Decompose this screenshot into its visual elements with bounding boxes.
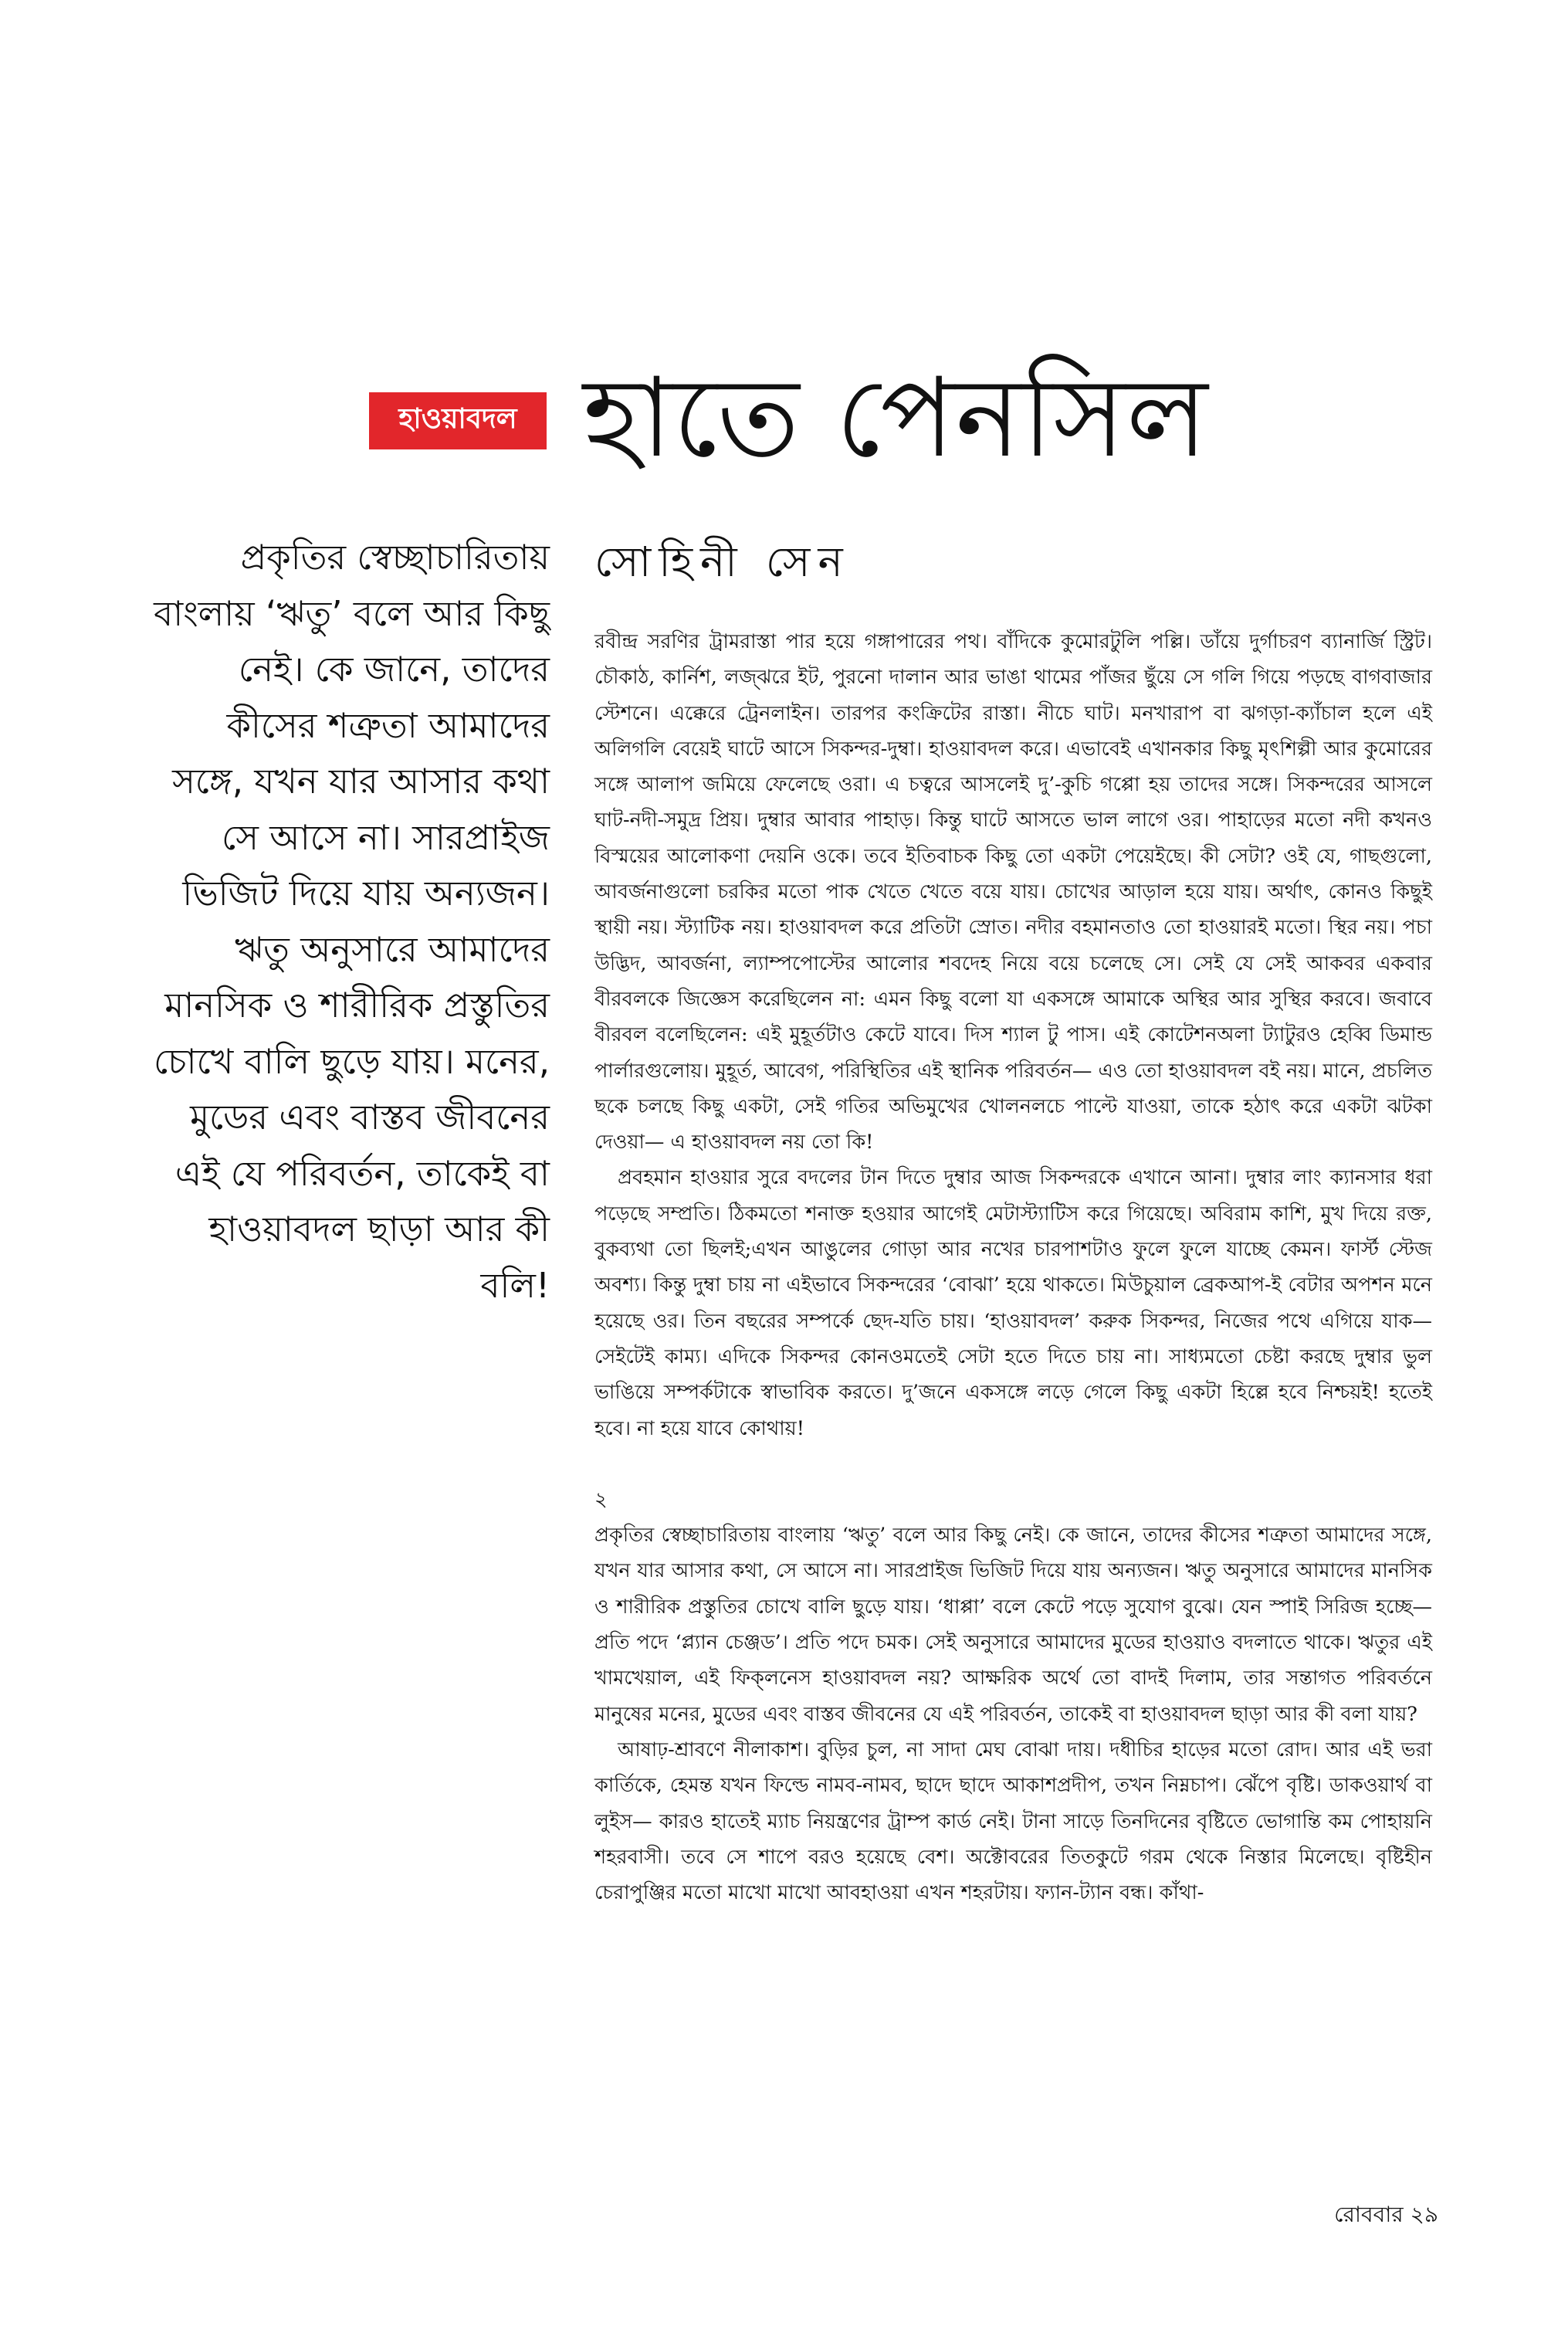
page-number: রোববার ২৯ bbox=[1334, 2202, 1438, 2227]
body-paragraph: প্রকৃতির স্বেচ্ছাচারিতায় বাংলায় ‘ঋতু’ বলে আর কিছু নেই। কে জানে, তাদের কীসের শত্রুতা আমাদের সঙ্গে, যখন যার আসার কথা, সে আসে না। সারপ্রাইজ ভিজিট দিয়ে যায় অন্যজন। ঋতু অনুসারে আমাদের মানসিক ও শারীরিক প্রস্তুতির চোখে বালি ছুড়ে যায়। ‘ধাপ্পা’ বলে কেটে পড়ে সুযোগ বুঝে। যেন স্পাই সিরিজ হচ্ছে— প্রতি পদে ‘প্ল্যান চেঞ্জড’। প্রতি পদে চমক। সেই অনুসারে আমাদের মুডের হাওয়াও বদলাতে থাকে। ঋতুর এই খামখেয়াল, এই ফিক্‌লনেস হাওয়াবদল নয়? আক্ষরিক অর্থে তো বাদই দিলাম, তার সন্তাগত পরিবর্তনে মানুষের মনের, মুডের এবং বাস্তব জীবনের যে এই পরিবর্তন, তাকেই বা হাওয়াবদল ছাড়া আর কী বলা যায়? bbox=[594, 1524, 1432, 1726]
section-number: ২ bbox=[594, 1487, 608, 1511]
body-paragraph: আষাঢ়-শ্রাবণে নীলাকাশ। বুড়ির চুল, না সাদা মেঘ বোঝা দায়। দধীচির হাড়ের মতো রোদ। আর এই ভরা কার্তিকে, হেমন্ত যখন ফিল্ডে নামব-নামব, ছাদে ছাদে আকাশপ্রদীপ, তখন নিম্নচাপ। ঝেঁপে বৃষ্টি। ডাকওয়ার্থ বা লুইস— কারও হাতেই ম্যাচ নিয়ন্ত্রণের ট্রাম্প কার্ড নেই। টানা সাড়ে তিনদিনের বৃষ্টিতে ভোগান্তি কম পোহায়নি শহরবাসী। তবে সে শাপে বরও হয়েছে বেশ। অক্টোবরের তিতকুটে গরম থেকে নিস্তার মিলেছে। বৃষ্টিহীন চেরাপুঞ্জির মতো মাখো মাখো আবহাওয়া এখন শহরটায়। ফ্যান-ট্যান বন্ধ। কাঁথা- bbox=[594, 1738, 1432, 1905]
article-body bbox=[594, 624, 1432, 1911]
pullquote: প্রকৃতির স্বেচ্ছাচারিতায় বাংলায় ‘ঋতু’ বলে আর কিছু নেই। কে জানে, তাদের কীসের শত্রুতা আমাদের সঙ্গে, যখন যার আসার কথা সে আসে না। সারপ্রাইজ ভিজিট দিয়ে যায় অন্যজন। ঋতু অনুসারে আমাদের মানসিক ও শারীরিক প্রস্তুতির চোখে বালি ছুড়ে যায়। মনের, মুডের এবং বাস্তব জীবনের এই যে পরিবর্তন, তাকেই বা হাওয়াবদল ছাড়া আর কী বলি! bbox=[154, 537, 550, 1306]
section-tag: হাওয়াবদল bbox=[369, 392, 547, 449]
body-paragraph: প্রবহমান হাওয়ার সুরে বদলের টান দিতে দুম্বার আজ সিকন্দরকে এখানে আনা। দুম্বার লাং ক্যানসার ধরা পড়েছে সম্প্রতি। ঠিকমতো শনাক্ত হওয়ার আগেই মেটাস্ট্যাটিস করে গিয়েছে। অবিরাম কাশি, মুখ দিয়ে রক্ত, বুকব্যথা তো ছিলই;এখন আঙুলের গোড়া আর নখের চারপাশটাও ফুলে ফুলে যাচ্ছে কেমন। ফার্স্ট স্টেজ অবশ্য। কিন্তু দুম্বা চায় না এইভাবে সিকন্দরের ‘বোঝা’ হয়ে থাকতে। মিউচুয়াল ব্রেকআপ-ই বেটার অপশন মনে হয়েছে ওর। তিন বছরের সম্পর্কে ছেদ-যতি চায়। ‘হাওয়াবদল’ করুক সিকন্দর, নিজের পথে এগিয়ে যাক— সেইটেই কাম্য। এদিকে সিকন্দর কোনওমতেই সেটা হতে দিতে চায় না। সাধ্যমতো চেষ্টা করছে দুম্বার ভুল ভাঙিয়ে সম্পর্কটাকে স্বাভাবিক করতে। দু’জনে একসঙ্গে লড়ে গেলে কিছু একটা হিল্লে হবে নিশ্চয়ই! হতেই হবে। না হয়ে যাবে কোথায়! bbox=[594, 1166, 1432, 1440]
byline: সোহিনী সেন bbox=[594, 537, 851, 586]
body-paragraph: রবীন্দ্র সরণির ট্রামরাস্তা পার হয়ে গঙ্গাপারের পথ। বাঁদিকে কুমোরটুলি পল্লি। ডাঁয়ে দুর্গাচরণ ব্যানার্জি স্ট্রিট। চৌকাঠ, কার্নিশ, লজ্‌ঝরে ইট, পুরনো দালান আর ভাঙা থামের পাঁজর ছুঁয়ে সে গলি গিয়ে পড়ছে বাগবাজার স্টেশনে। এক্কেরে ট্রেনলাইন। তারপর কংক্রিটের রাস্তা। নীচে ঘাট। মনখারাপ বা ঝগড়া-ক্যাঁচাল হলে এই অলিগলি বেয়েই ঘাটে আসে সিকন্দর-দুম্বা। হাওয়াবদল করে। এভাবেই এখানকার কিছু মৃৎশিল্পী আর কুমোরের সঙ্গে আলাপ জমিয়ে ফেলেছে ওরা। এ চত্বরে আসলেই দু’-কুচি গপ্পো হয় তাদের সঙ্গে। সিকন্দরের আসলে ঘাট-নদী-সমুদ্র প্রিয়। দুম্বার আবার পাহাড়। কিন্তু ঘাটে আসতে ভাল লাগে ওর। পাহাড়ের মতো নদী কখনও বিস্ময়ের আলোকণা দেয়নি ওকে। তবে ইতিবাচক কিছু তো একটা পেয়েইছে। কী সেটা? ওই যে, গাছগুলো, আবর্জনাগুলো চরকির মতো পাক খেতে খেতে বয়ে যায়। চোখের আড়াল হয়ে যায়। অর্থাৎ, কোনও কিছুই স্থায়ী নয়। স্ট্যাটিক নয়। হাওয়াবদল করে প্রতিটা স্রোত। নদীর বহমানতাও তো হাওয়ারই মতো। স্থির নয়। পচা উদ্ভিদ, আবর্জনা, ল্যাম্পপোস্টের আলোর শবদেহ নিয়ে বয়ে চলেছে সে। সেই যে সেই আকবর একবার বীরবলকে জিজ্ঞেস করেছিলেন না: এমন কিছু বলো যা একসঙ্গে আমাকে অস্থির আর সুস্থির করবে। জবাবে বীরবল বলেছিলেন: এই মুহূর্তটাও কেটে যাবে। দিস শ্যাল টু পাস। এই কোটেশনঅলা ট্যাটুরও হেব্বি ডিমান্ড পার্লারগুলোয়। মুহূর্ত, আবেগ, পরিস্থিতির এই স্থানিক পরিবর্তন— এও তো হাওয়াবদল বই নয়। মানে, প্রচলিত ছকে চলছে কিছু একটা, সেই গতির অভিমুখের খোলনলচে পাল্টে যাওয়া, তাকে হঠাৎ করে একটা ঝটকা দেওয়া— এ হাওয়াবদল নয় তো কি! bbox=[594, 630, 1432, 1155]
headline: হাতে পেনসিল bbox=[583, 354, 1209, 482]
